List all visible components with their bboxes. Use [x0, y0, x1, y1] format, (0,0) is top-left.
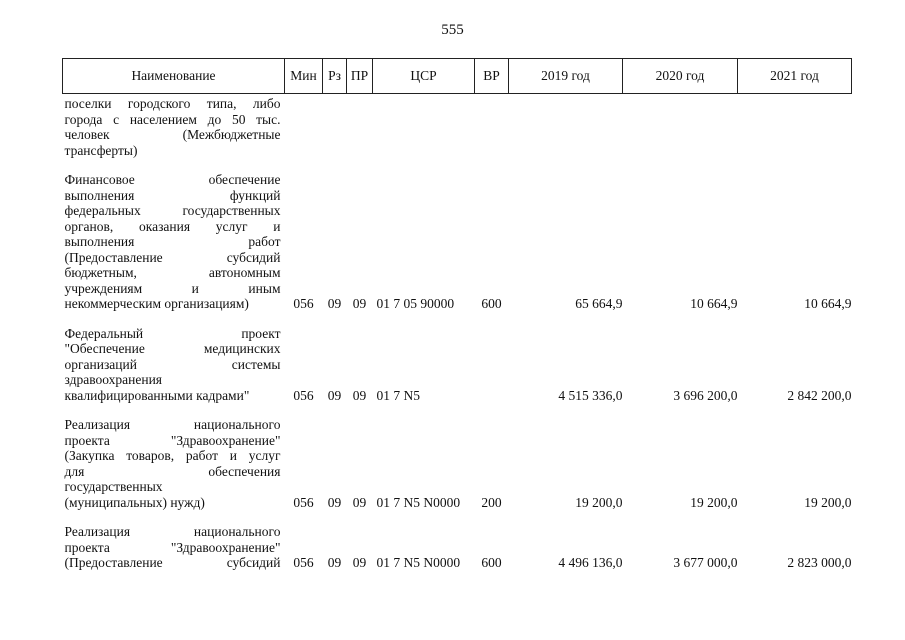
row-rz [323, 94, 347, 173]
row-csr [373, 94, 475, 173]
row-csr: 01 7 N5 [376, 387, 420, 403]
row-name-line: трансферты) [64, 142, 138, 158]
row-min: 056 [293, 555, 314, 570]
table-row [63, 326, 852, 418]
header-csr: ЦСР [373, 59, 475, 94]
row-name-line: органов, оказания услуг и [64, 218, 281, 234]
row-name-line: для обеспечения [64, 463, 281, 479]
header-min: Мин [285, 59, 323, 94]
header-name: Наименование [63, 59, 285, 94]
row-name [63, 172, 285, 326]
header-rz: Рз [323, 59, 347, 94]
row-csr: 01 7 N5 N0000 [376, 494, 461, 510]
row-min: 056 [293, 387, 314, 403]
row-name-line: квалифицированными кадрами" [64, 387, 250, 403]
row-name-line: Реализация национального [64, 417, 281, 432]
row-2020: 19 200,0 [690, 494, 738, 510]
row-name-line: Федеральный проект [64, 325, 281, 341]
row-vr: 600 [481, 296, 502, 311]
row-name-line: федеральных государственных [64, 203, 281, 218]
row-name [63, 94, 285, 173]
row-name-line: выполнения функций [64, 187, 281, 203]
row-vr [475, 94, 509, 173]
row-2020: 10 664,9 [690, 296, 738, 311]
row-2020: 3 677 000,0 [673, 555, 738, 570]
header-vr: ВР [475, 59, 509, 94]
row-2021: 19 200,0 [804, 494, 852, 510]
header-2021: 2021 год [738, 59, 852, 94]
row-vr: 200 [481, 494, 502, 510]
row-vr [475, 326, 509, 418]
row-rz: 09 [327, 296, 342, 311]
row-min: 056 [293, 494, 314, 510]
row-csr: 01 7 N5 N0000 [376, 555, 461, 570]
table-row [63, 524, 852, 571]
row-2019 [509, 94, 623, 173]
row-name-line: выполнения работ [64, 234, 281, 249]
row-pr: 09 [352, 387, 367, 403]
row-name-line: поселки городского типа, либо [64, 96, 281, 111]
row-name [63, 417, 285, 524]
row-2021: 2 823 000,0 [787, 555, 852, 570]
table-row [63, 94, 852, 173]
row-pr: 09 [352, 494, 367, 510]
row-min [285, 94, 323, 173]
row-name-line: (Предоставление субсидий [64, 555, 281, 570]
row-pr: 09 [352, 296, 367, 311]
row-name-line: проекта "Здравоохранение" [64, 539, 281, 555]
row-name [63, 524, 285, 571]
header-pr: ПР [347, 59, 373, 94]
row-2019: 19 200,0 [575, 494, 623, 510]
budget-table [62, 58, 852, 571]
row-rz: 09 [327, 555, 342, 570]
table-body [63, 94, 852, 571]
row-rz: 09 [327, 494, 342, 510]
header-2019: 2019 год [509, 59, 623, 94]
row-2020 [623, 94, 738, 173]
row-csr: 01 7 05 90000 [376, 296, 455, 311]
row-name-line: здравоохранения [64, 372, 163, 387]
row-2019: 65 664,9 [575, 296, 623, 311]
row-name-line: бюджетным, автономным [64, 265, 281, 280]
page-number: 555 [441, 22, 464, 38]
row-pr: 09 [352, 555, 367, 570]
row-vr: 600 [481, 555, 502, 570]
row-name-line: государственных [64, 479, 163, 494]
row-name-line: города с населением до 50 тыс. [64, 111, 281, 127]
row-name-line: (муниципальных) нужд) [64, 494, 205, 510]
row-name-line: (Закупка товаров, работ и услуг [64, 448, 281, 463]
table-row [63, 417, 852, 524]
row-2019: 4 515 336,0 [558, 387, 623, 403]
row-name-line: учреждениям и иным [64, 280, 281, 296]
row-name-line: "Обеспечение медицинских [64, 341, 281, 356]
header-2020: 2020 год [623, 59, 738, 94]
row-name-line: организаций системы [64, 356, 281, 372]
row-name-line: проекта "Здравоохранение" [64, 432, 281, 448]
row-2021 [738, 94, 852, 173]
row-name-line: Финансовое обеспечение [64, 172, 281, 187]
row-2020: 3 696 200,0 [673, 387, 738, 403]
row-2021: 2 842 200,0 [787, 387, 852, 403]
row-name-line: человек (Межбюджетные [64, 127, 281, 142]
table-row [63, 172, 852, 326]
row-min: 056 [293, 296, 314, 311]
row-2019: 4 496 136,0 [558, 555, 623, 570]
row-rz: 09 [327, 387, 342, 403]
row-pr [347, 94, 373, 173]
row-2021: 10 664,9 [804, 296, 852, 311]
row-name-line: некоммерческим организациям) [64, 296, 249, 311]
row-name-line: Реализация национального [64, 524, 281, 539]
row-name [63, 326, 285, 418]
table-header [63, 59, 852, 94]
row-name-line: (Предоставление субсидий [64, 249, 281, 265]
